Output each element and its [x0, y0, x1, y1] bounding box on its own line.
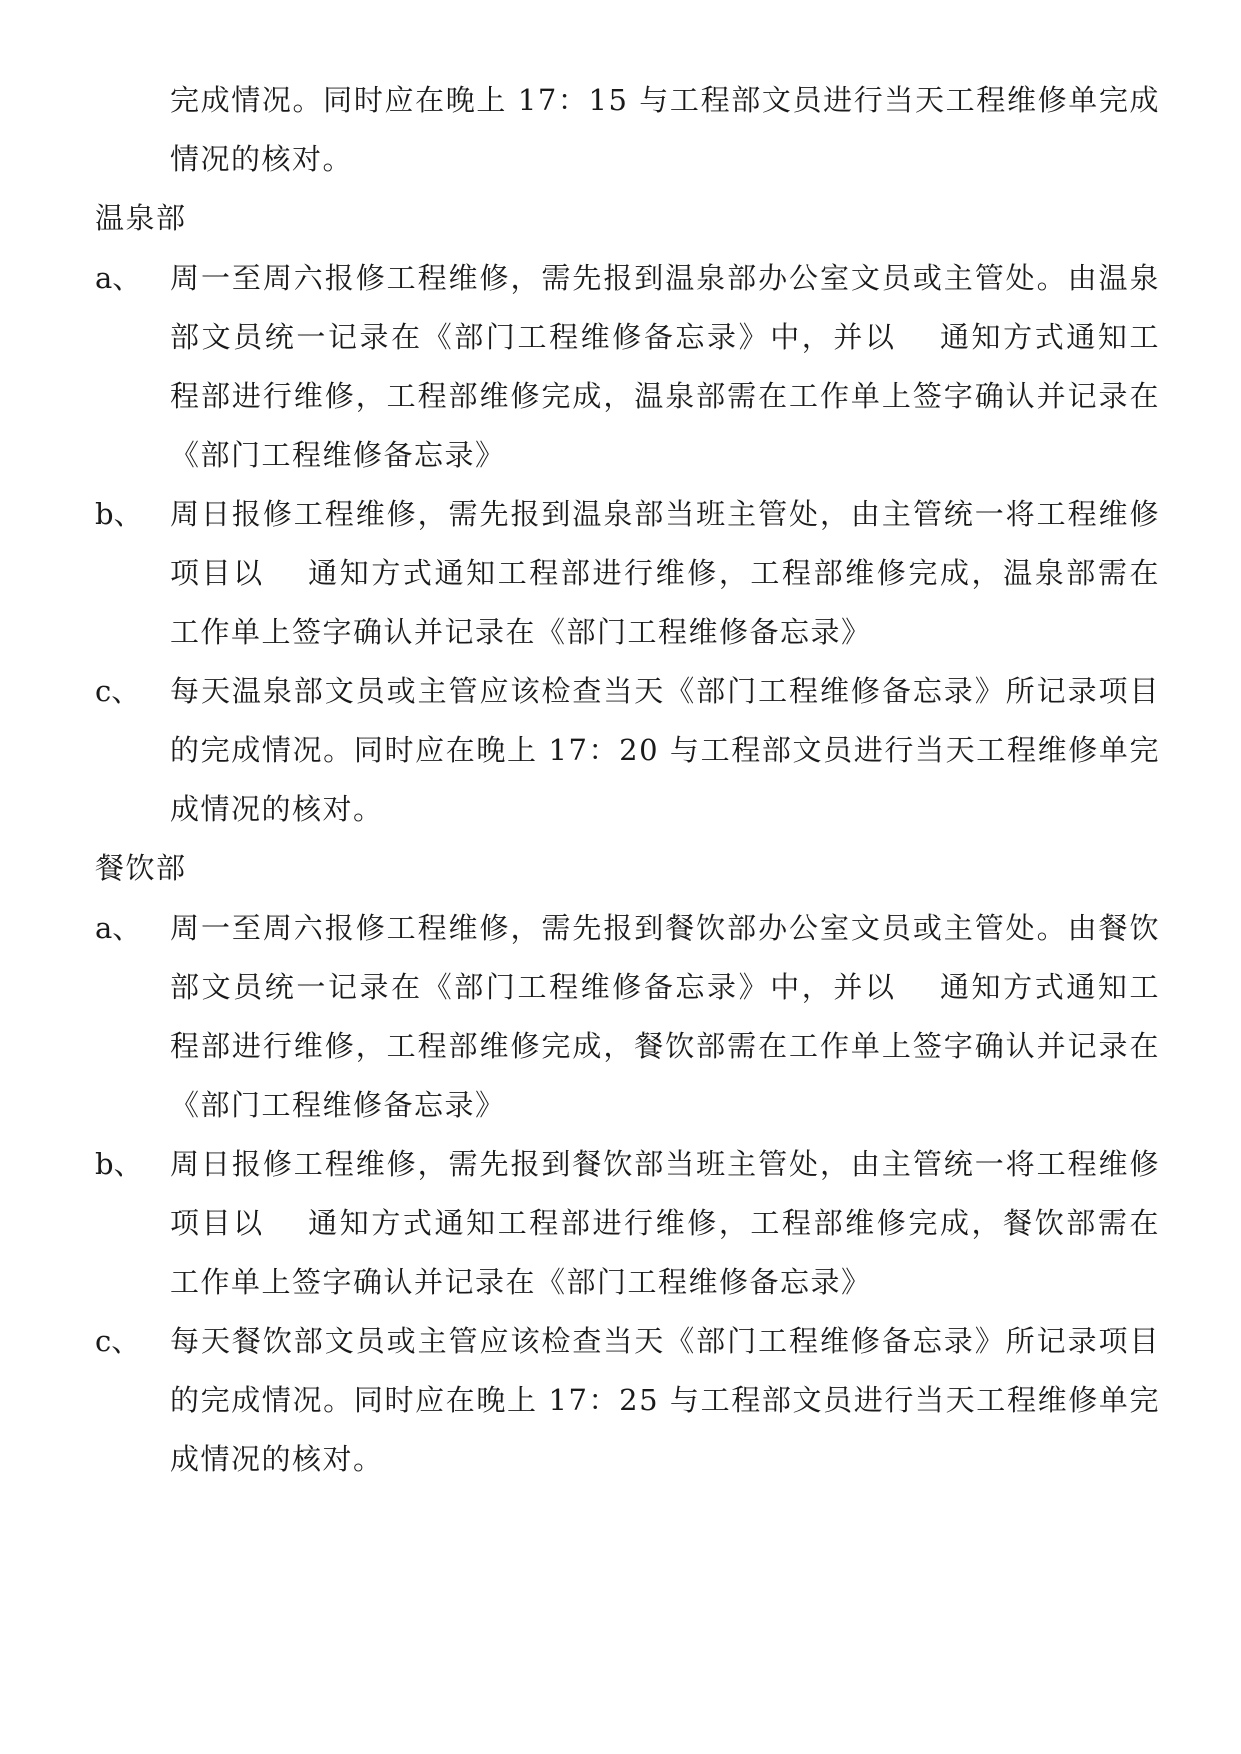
list-item-line: 项目以 通知方式通知工程部进行维修，工程部维修完成，温泉部需在 — [170, 556, 1160, 590]
list-item-line: 的完成情况。同时应在晚上 17：25 与工程部文员进行当天工程维修单完 — [170, 1383, 1160, 1417]
paragraph-line: 完成情况。同时应在晚上 17：15 与工程部文员进行当天工程维修单完成 — [170, 83, 1160, 117]
list-item-line: 《部门工程维修备忘录》 — [170, 1088, 506, 1122]
list-marker: c、 — [95, 674, 141, 708]
list-marker: c、 — [95, 1324, 141, 1358]
section-heading: 温泉部 — [95, 201, 187, 235]
list-item-line: 周一至周六报修工程维修，需先报到温泉部办公室文员或主管处。由温泉 — [170, 261, 1160, 295]
list-marker: b、 — [95, 497, 143, 531]
list-item-line: 每天餐饮部文员或主管应该检查当天《部门工程维修备忘录》所记录项目 — [170, 1324, 1160, 1358]
list-item-line: 的完成情况。同时应在晚上 17：20 与工程部文员进行当天工程维修单完 — [170, 733, 1160, 767]
list-item-line: 成情况的核对。 — [170, 792, 384, 826]
section-heading: 餐饮部 — [95, 851, 187, 885]
list-item-line: 项目以 通知方式通知工程部进行维修，工程部维修完成，餐饮部需在 — [170, 1206, 1160, 1240]
paragraph-line: 情况的核对。 — [170, 142, 354, 176]
list-item-line: 成情况的核对。 — [170, 1442, 384, 1476]
list-item-line: 程部进行维修，工程部维修完成，温泉部需在工作单上签字确认并记录在 — [170, 379, 1160, 413]
list-marker: a、 — [95, 911, 142, 945]
list-item-line: 周日报修工程维修，需先报到餐饮部当班主管处，由主管统一将工程维修 — [170, 1147, 1160, 1181]
list-item-line: 工作单上签字确认并记录在《部门工程维修备忘录》 — [170, 615, 872, 649]
list-marker: a、 — [95, 261, 142, 295]
list-marker: b、 — [95, 1147, 143, 1181]
list-item-line: 部文员统一记录在《部门工程维修备忘录》中，并以 通知方式通知工 — [170, 320, 1160, 354]
list-item-line: 周日报修工程维修，需先报到温泉部当班主管处，由主管统一将工程维修 — [170, 497, 1160, 531]
list-item-line: 工作单上签字确认并记录在《部门工程维修备忘录》 — [170, 1265, 872, 1299]
list-item-line: 程部进行维修，工程部维修完成，餐饮部需在工作单上签字确认并记录在 — [170, 1029, 1160, 1063]
list-item-line: 《部门工程维修备忘录》 — [170, 438, 506, 472]
list-item-line: 周一至周六报修工程维修，需先报到餐饮部办公室文员或主管处。由餐饮 — [170, 911, 1160, 945]
list-item-line: 部文员统一记录在《部门工程维修备忘录》中，并以 通知方式通知工 — [170, 970, 1160, 1004]
list-item-line: 每天温泉部文员或主管应该检查当天《部门工程维修备忘录》所记录项目 — [170, 674, 1160, 708]
